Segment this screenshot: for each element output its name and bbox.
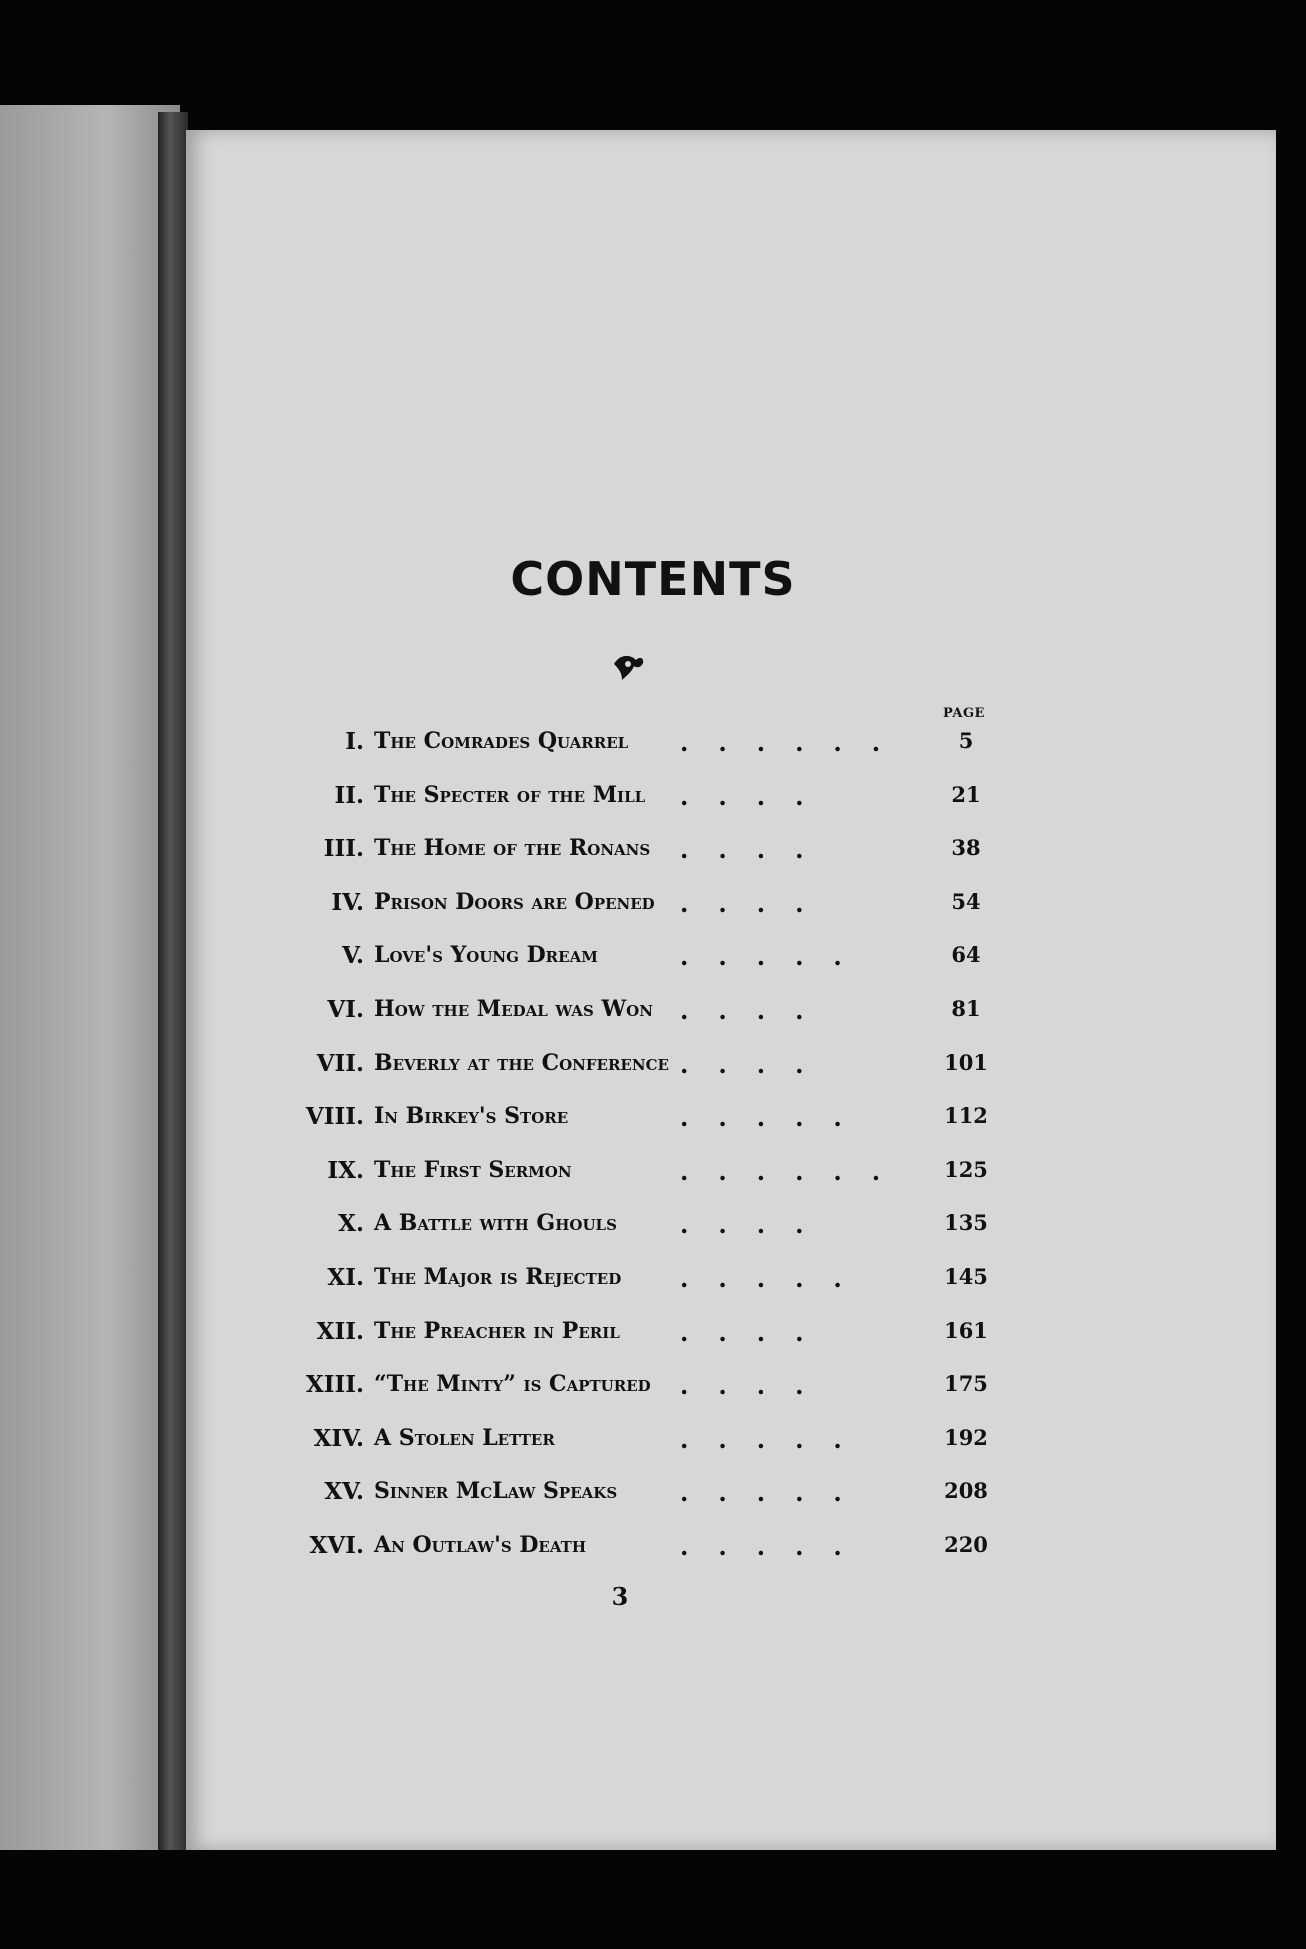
leader-dots: .... bbox=[680, 1317, 834, 1347]
chapter-number: XIV. bbox=[313, 1424, 364, 1452]
chapter-title: Beverly at the Conference bbox=[374, 1049, 669, 1076]
page-number: 5 bbox=[958, 728, 974, 753]
page-number: 38 bbox=[951, 835, 981, 861]
chapter-title: Sinner McLaw Speaks bbox=[374, 1478, 618, 1505]
leader-dots: ..... bbox=[680, 1478, 872, 1508]
chapter-number: X. bbox=[338, 1210, 364, 1238]
chapter-title: In Birkey's Store bbox=[374, 1103, 569, 1130]
toc-entry bbox=[0, 1478, 1306, 1518]
chapter-number: V. bbox=[342, 942, 364, 970]
leader-dots: ..... bbox=[680, 942, 872, 972]
toc-entry bbox=[0, 1157, 1306, 1197]
contents-title: CONTENTS bbox=[510, 552, 796, 606]
toc-entry bbox=[0, 835, 1306, 875]
leader-dots: ..... bbox=[680, 1532, 872, 1561]
leader-dots: ...... bbox=[680, 1156, 910, 1186]
page-number: 145 bbox=[944, 1264, 988, 1289]
chapter-number: III. bbox=[323, 835, 364, 863]
leader-dots: .... bbox=[680, 1210, 834, 1240]
chapter-title: Prison Doors are Opened bbox=[374, 888, 655, 915]
leader-dots: ..... bbox=[680, 1424, 872, 1454]
page-number: 81 bbox=[951, 996, 981, 1021]
leader-dots: .... bbox=[680, 996, 834, 1025]
chapter-number: I. bbox=[345, 728, 364, 755]
fleuron-icon bbox=[610, 650, 646, 682]
toc-entry bbox=[0, 728, 1306, 768]
chapter-title: Love's Young Dream bbox=[374, 942, 598, 969]
chapter-number: IX. bbox=[327, 1156, 364, 1184]
leader-dots: .... bbox=[680, 1371, 834, 1401]
page-number: 135 bbox=[944, 1210, 988, 1236]
page-number: 175 bbox=[944, 1371, 988, 1397]
leader-dots: .... bbox=[680, 888, 834, 918]
page-number: 220 bbox=[944, 1532, 988, 1557]
toc-entry bbox=[0, 1532, 1306, 1572]
leader-dots: .... bbox=[680, 781, 834, 811]
page-number: 101 bbox=[944, 1049, 988, 1075]
page-number: 192 bbox=[944, 1424, 988, 1450]
chapter-number: XI. bbox=[327, 1264, 364, 1291]
chapter-title: An Outlaw's Death bbox=[374, 1532, 587, 1558]
toc-entry bbox=[0, 1318, 1306, 1358]
chapter-number: IV. bbox=[331, 888, 364, 916]
toc-entry bbox=[0, 942, 1306, 982]
chapter-number: VI. bbox=[327, 996, 364, 1023]
chapter-title: The Major is Rejected bbox=[374, 1264, 622, 1290]
toc-entry bbox=[0, 1103, 1306, 1143]
chapter-title: A Battle with Ghouls bbox=[374, 1210, 617, 1237]
toc-entry bbox=[0, 1210, 1306, 1250]
chapter-number: VIII. bbox=[305, 1103, 364, 1131]
chapter-number: XVI. bbox=[309, 1532, 364, 1559]
toc-entry bbox=[0, 889, 1306, 929]
chapter-title: The Home of the Ronans bbox=[374, 835, 651, 862]
page-column-heading: PAGE bbox=[943, 706, 985, 721]
page-number: 112 bbox=[944, 1103, 988, 1129]
leader-dots: ..... bbox=[680, 1264, 872, 1293]
leader-dots: .... bbox=[680, 1049, 834, 1079]
page-number: 208 bbox=[944, 1478, 988, 1504]
toc-entry bbox=[0, 1050, 1306, 1090]
chapter-title: A Stolen Letter bbox=[374, 1424, 555, 1451]
leader-dots: .... bbox=[680, 835, 834, 865]
page-number: 125 bbox=[944, 1156, 988, 1182]
page-number: 64 bbox=[951, 942, 981, 968]
chapter-title: How the Medal was Won bbox=[374, 996, 653, 1022]
chapter-title: “The Minty” is Captured bbox=[374, 1371, 651, 1398]
chapter-title: The Preacher in Peril bbox=[374, 1317, 620, 1344]
toc-entry bbox=[0, 1425, 1306, 1465]
toc-entry bbox=[0, 1264, 1306, 1304]
toc-entry bbox=[0, 996, 1306, 1036]
page-folio: 3 bbox=[611, 1582, 629, 1611]
page-number: 161 bbox=[944, 1317, 988, 1343]
page-number: 54 bbox=[951, 888, 981, 914]
chapter-title: The Comrades Quarrel bbox=[374, 728, 629, 754]
chapter-number: II. bbox=[334, 781, 364, 809]
chapter-number: XV. bbox=[324, 1478, 364, 1506]
chapter-number: XIII. bbox=[305, 1371, 364, 1399]
toc-entry bbox=[0, 782, 1306, 822]
chapter-number: XII. bbox=[316, 1317, 364, 1345]
chapter-title: The First Sermon bbox=[374, 1156, 572, 1183]
page-number: 21 bbox=[951, 781, 981, 807]
leader-dots: ..... bbox=[680, 1103, 872, 1133]
chapter-number: VII. bbox=[316, 1049, 364, 1077]
contents-page bbox=[186, 130, 1276, 1850]
toc-entry bbox=[0, 1371, 1306, 1411]
leader-dots: ...... bbox=[680, 728, 910, 757]
chapter-title: The Specter of the Mill bbox=[374, 781, 646, 808]
